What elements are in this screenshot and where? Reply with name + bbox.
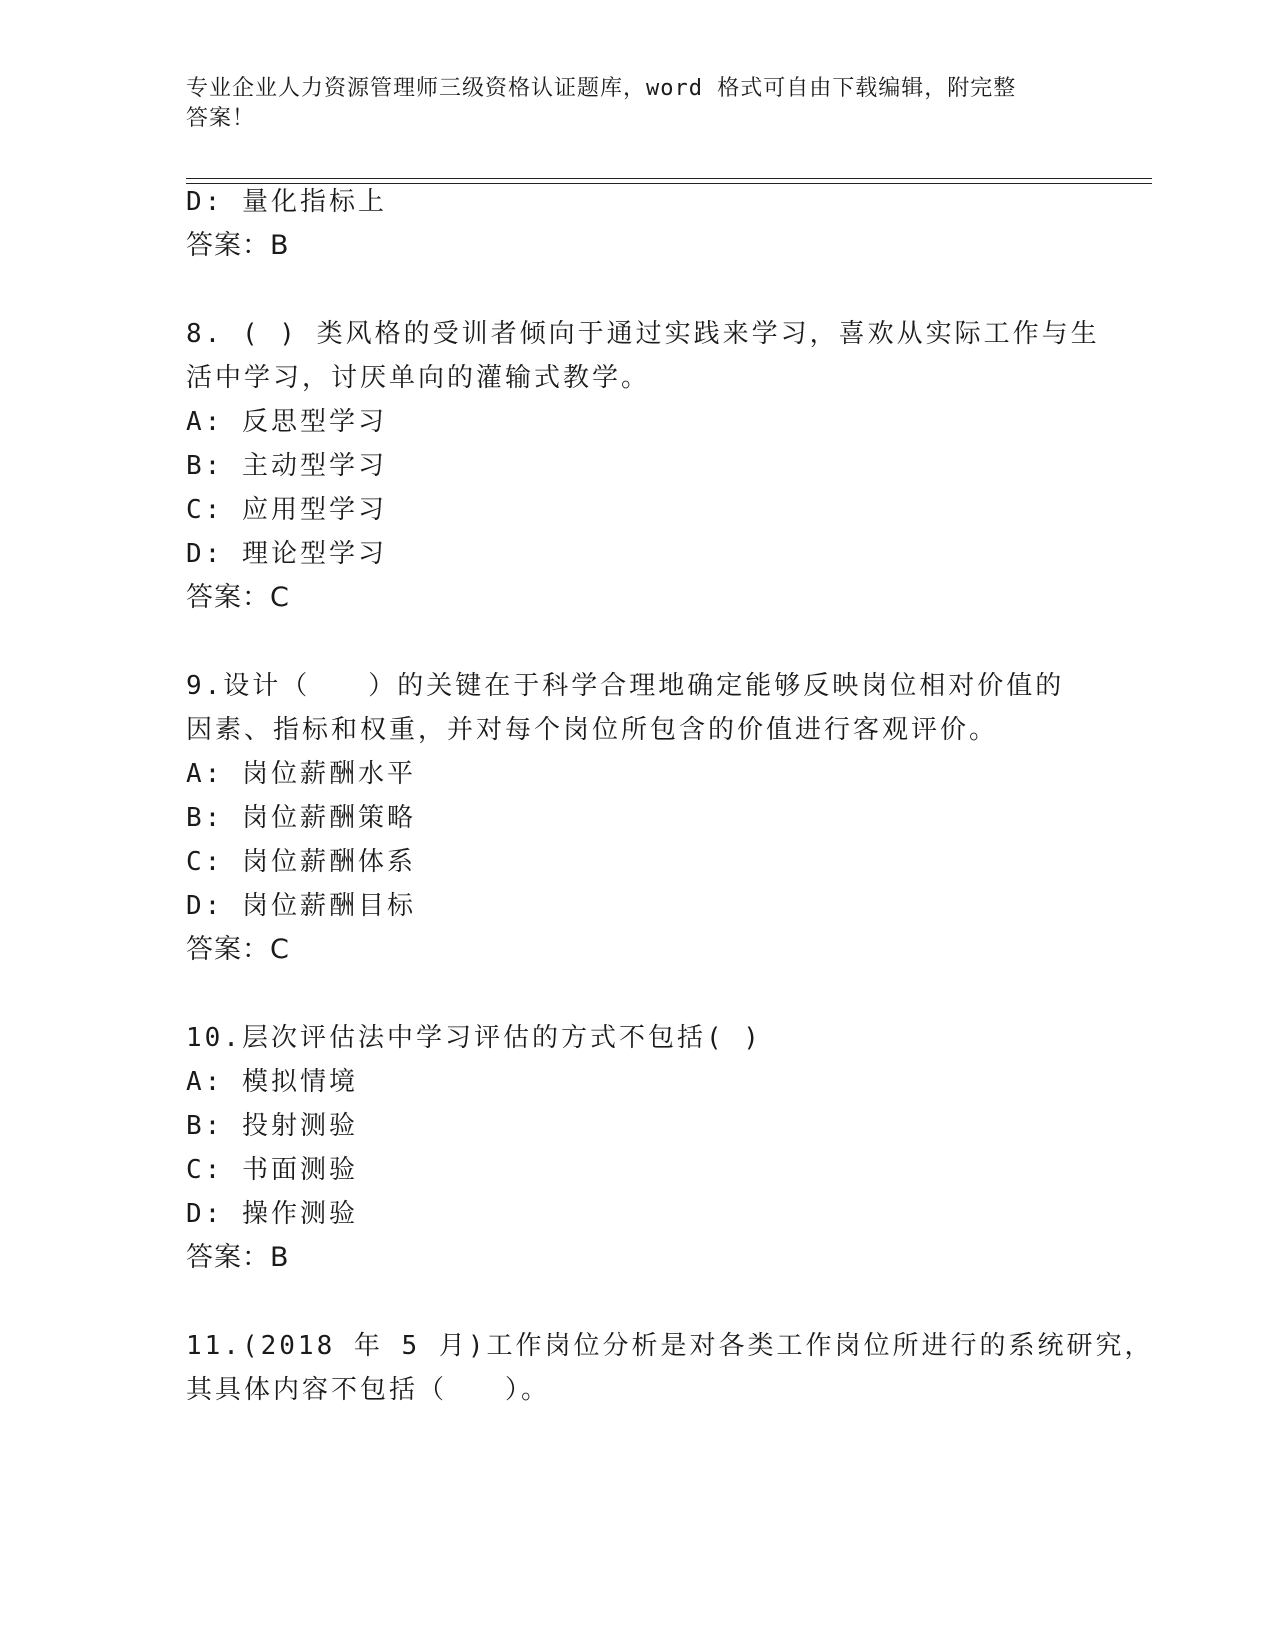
q10-option-c: C: 书面测验	[186, 1155, 358, 1185]
q11-stem-line-1: 11.(2018 年 5 月)工作岗位分析是对各类工作岗位所进行的系统研究，	[186, 1331, 1154, 1361]
q8-option-c: C: 应用型学习	[186, 495, 387, 525]
q8-stem-line-2: 活中学习，讨厌单向的灌输式教学。	[186, 363, 651, 393]
q11-stem-line-2: 其具体内容不包括（ ）。	[186, 1375, 551, 1405]
q10-stem-line-1: 10.层次评估法中学习评估的方式不包括( )	[186, 1023, 762, 1053]
header-text-line-1: 专业企业人力资源管理师三级资格认证题库，word 格式可自由下载编辑，附完整	[186, 76, 1017, 101]
q10-answer: 答案：B	[186, 1242, 290, 1273]
q9-stem-line-1: 9.设计（ ）的关键在于科学合理地确定能够反映岗位相对价值的	[186, 671, 1065, 701]
q9-stem-line-2: 因素、指标和权重，并对每个岗位所包含的价值进行客观评价。	[186, 715, 999, 745]
q8-answer: 答案：C	[186, 582, 290, 613]
q10-option-d: D: 操作测验	[186, 1199, 358, 1229]
prev-answer: 答案：B	[186, 230, 290, 261]
header-divider-top	[186, 178, 1152, 179]
prev-option-d: D: 量化指标上	[186, 187, 387, 217]
q10-option-a: A: 模拟情境	[186, 1067, 358, 1097]
q9-answer: 答案：C	[186, 934, 290, 965]
q10-option-b: B: 投射测验	[186, 1111, 358, 1141]
q9-option-a: A: 岗位薪酬水平	[186, 759, 416, 789]
q9-option-c: C: 岗位薪酬体系	[186, 847, 416, 877]
q8-stem-line-1: 8. ( ) 类风格的受训者倾向于通过实践来学习，喜欢从实际工作与生	[186, 319, 1100, 349]
page-header	[186, 74, 1066, 134]
q9-option-b: B: 岗位薪酬策略	[186, 803, 416, 833]
q9-option-d: D: 岗位薪酬目标	[186, 891, 416, 921]
header-text-line-2: 答案！	[186, 106, 256, 131]
q8-option-a: A: 反思型学习	[186, 407, 387, 437]
q8-option-d: D: 理论型学习	[186, 539, 387, 569]
header-divider-bottom	[186, 183, 1152, 184]
q8-option-b: B: 主动型学习	[186, 451, 387, 481]
